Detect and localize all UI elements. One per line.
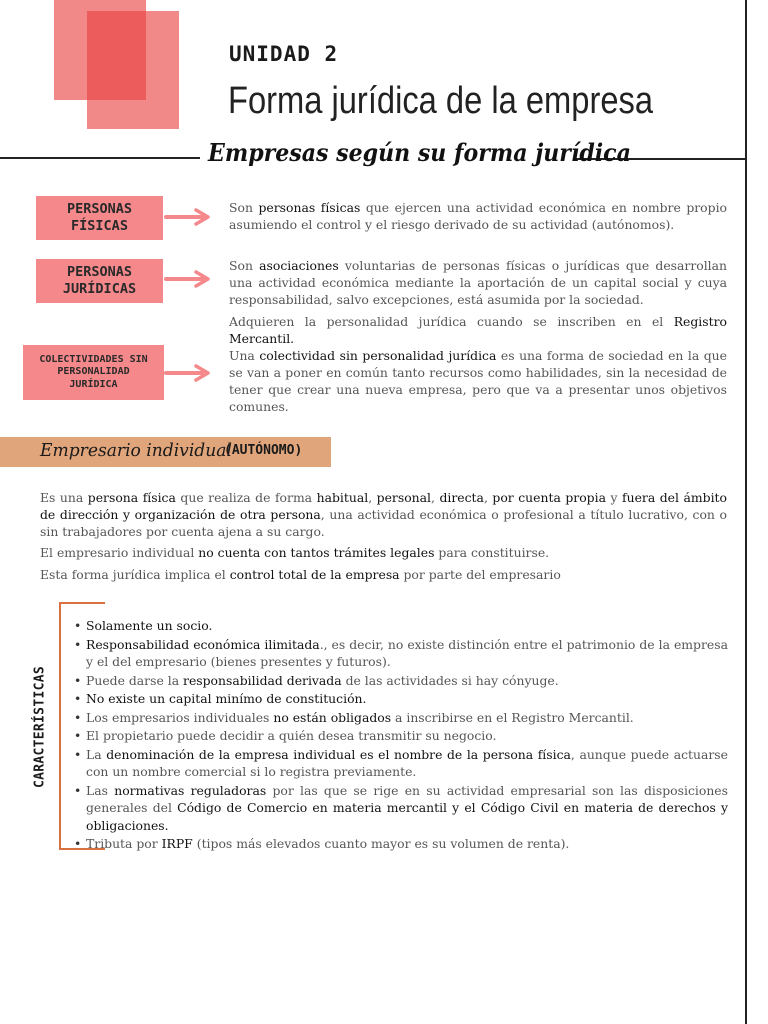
- type-description: [229, 347, 727, 415]
- emphasis-text: persona física: [87, 490, 176, 505]
- text-segment: ,: [431, 490, 440, 505]
- list-item: [74, 835, 728, 853]
- paragraph-control: [40, 566, 727, 583]
- emphasis-text: personal: [376, 490, 431, 505]
- text-segment: Es una: [40, 490, 88, 505]
- text-segment: ,: [483, 490, 493, 505]
- list-item: [74, 746, 728, 781]
- type-box-personas-fisicas: [36, 196, 163, 240]
- text-segment: El empresario individual: [40, 545, 199, 560]
- text-segment: a inscribirse en el Registro Mercantil.: [391, 709, 634, 725]
- list-item: [74, 782, 728, 835]
- emphasis-text: personas físicas: [258, 200, 361, 215]
- text-segment: voluntarias de personas físicas o jurídicas que desarrollan una actividad económica mediante la aportación de un capital social y cuya responsabilidad, salvo excepciones, está asumida por la sociedad.: [229, 258, 727, 307]
- emphasis-text: fuera del ámbito de dirección y organización de otra persona: [40, 490, 727, 522]
- page-title: Forma jurídica de la empresa: [228, 80, 654, 122]
- list-item: [74, 690, 728, 708]
- emphasis-text: no están obligados: [273, 709, 392, 725]
- type-description: [229, 257, 727, 308]
- emphasis-text: control total de la empresa: [229, 567, 400, 582]
- list-item: [74, 636, 728, 671]
- emphasis-text: normativas reguladoras: [114, 782, 267, 798]
- text-segment: , una actividad económica o profesional a título lucrativo, con o sin trabajadores por cuenta ajena a su cargo.: [40, 507, 727, 539]
- emphasis-text: No existe un capital minímo de constitución.: [86, 691, 367, 706]
- text-segment: Tributa por: [86, 836, 162, 851]
- list-item: [74, 617, 728, 635]
- text-segment: La: [86, 746, 107, 762]
- text-segment: Esta forma jurídica implica el: [40, 567, 230, 582]
- text-segment: Adquieren la personalidad jurídica cuando se inscriben en el: [229, 314, 674, 329]
- text-segment: El propietario puede decidir a quién desea transmitir su negocio.: [86, 728, 497, 743]
- emphasis-text: no cuenta con tantos trámites legales: [198, 545, 435, 560]
- emphasis-text: Código de Comercio en materia mercantil y el Código Civil en materia de derechos y obligaciones.: [86, 800, 728, 833]
- paragraph-definition: [40, 489, 727, 540]
- text-segment: ,: [368, 490, 377, 505]
- arrow-right-icon: [164, 269, 212, 289]
- emphasis-text: responsabilidad derivada: [183, 672, 342, 688]
- text-segment: , aunque puede actuarse con un nombre comercial si lo registra previamente.: [86, 746, 728, 779]
- type-box-personas-juridicas: [36, 259, 163, 303]
- arrow-right-icon: [164, 363, 212, 383]
- text-segment: por las que se rige en su actividad empresarial son las disposiciones generales del: [86, 782, 728, 815]
- list-item: [74, 727, 728, 745]
- emphasis-text: IRPF: [161, 836, 193, 851]
- text-segment: y: [605, 490, 623, 505]
- emphasis-text: denominación de la empresa individual es el nombre de la persona física: [106, 746, 571, 762]
- list-item: [74, 709, 728, 727]
- text-segment: Son: [229, 200, 259, 215]
- emphasis-text: por cuenta propia: [492, 490, 606, 505]
- emphasis-text: habitual: [316, 490, 369, 505]
- emphasis-text: colectividad sin personalidad jurídica: [259, 348, 497, 363]
- emphasis-text: Solamente un socio.: [86, 618, 213, 633]
- text-segment: por parte del empresario: [399, 567, 561, 582]
- characteristics-label: CARACTERÍSTICAS: [32, 666, 48, 788]
- type-box-label: PERSONAS JURÍDICAS: [62, 264, 137, 297]
- text-segment: Los empresarios individuales: [86, 709, 274, 725]
- text-segment: Puede darse la: [86, 672, 184, 688]
- text-segment: Son: [229, 258, 260, 273]
- type-box-label: PERSONAS FÍSICAS: [66, 201, 133, 234]
- text-segment: que realiza de forma: [175, 490, 317, 505]
- text-segment: (tipos más elevados cuanto mayor es su volumen de renta).: [192, 836, 570, 851]
- section-title: Empresas según su forma jurídica: [208, 138, 631, 167]
- unit-label: UNIDAD 2: [229, 42, 339, 66]
- decorative-square: [87, 11, 179, 129]
- text-segment: ., es decir, no existe distinción entre el patrimonio de la empresa y el del empresario (bienes presentes y futuros).: [86, 636, 728, 669]
- emphasis-text: Responsabilidad económica ilimitada: [86, 636, 320, 652]
- section-banner-title: Empresario individual: [40, 440, 232, 461]
- text-segment: Una: [229, 348, 260, 363]
- emphasis-text: Registro Mercantil.: [229, 314, 727, 346]
- list-item: [74, 672, 728, 690]
- type-box-colectividades: [23, 345, 164, 400]
- text-segment: que ejercen una actividad económica en nombre propio asumiendo el control y el riesgo derivado de su actividad (autónomos).: [229, 200, 728, 232]
- text-segment: de las actividades si hay cónyuge.: [341, 672, 559, 688]
- page-right-border: [745, 0, 747, 1024]
- emphasis-text: asociaciones: [259, 258, 339, 273]
- text-segment: Las: [86, 782, 115, 798]
- emphasis-text: directa: [439, 490, 484, 505]
- arrow-right-icon: [164, 207, 212, 227]
- type-note: [229, 313, 727, 347]
- text-segment: para constituirse.: [434, 545, 550, 560]
- type-description: [229, 199, 727, 233]
- divider-line: [0, 157, 200, 159]
- characteristics-list: [74, 617, 728, 854]
- text-segment: es una forma de sociedad en la que se van a poner en común tanto recursos como habilidades, sin la necesidad de tener que crear una nueva empresa, pero que va a presentar unos objetivos comunes.: [229, 348, 727, 414]
- section-banner-subtitle: (AUTÓNOMO): [224, 443, 303, 458]
- paragraph-tramites: [40, 544, 727, 561]
- type-box-label: COLECTIVIDADES SIN PERSONALIDAD JURÍDICA: [39, 353, 148, 390]
